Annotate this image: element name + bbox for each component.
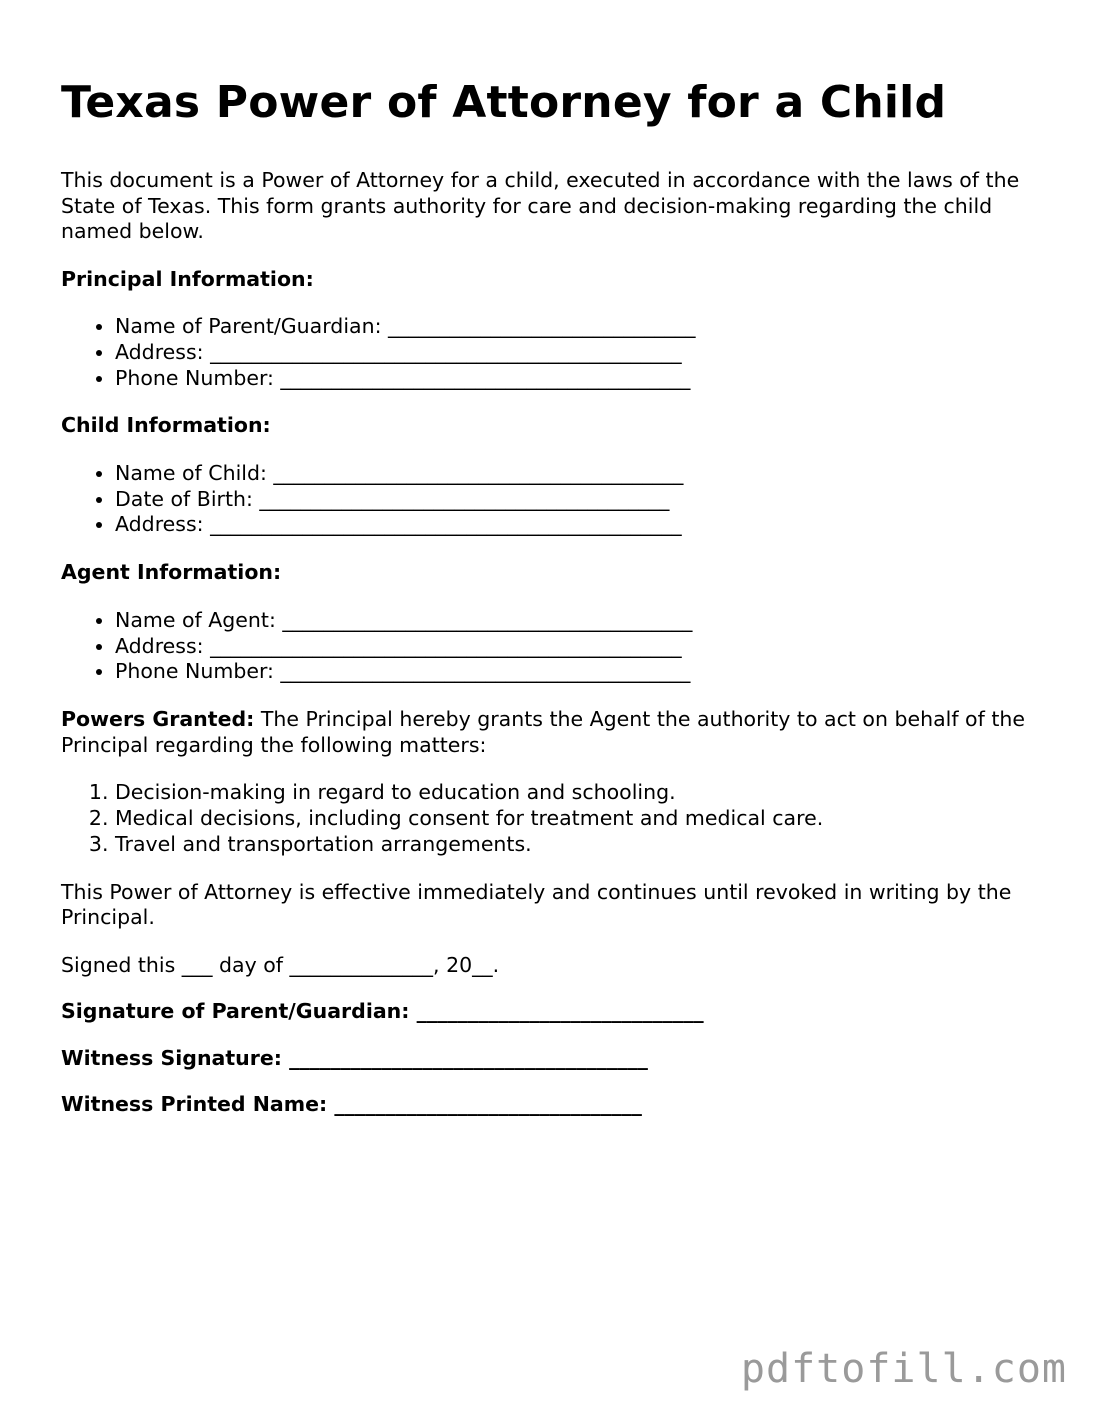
principal-list bbox=[61, 314, 1041, 391]
document-page bbox=[61, 74, 1041, 1118]
principal-name-field[interactable]: • Name of Parent/Guardian: ______________________________ bbox=[115, 314, 1041, 340]
effective-paragraph: This Power of Attorney is effective immediately and continues until revoked in writing by the Principal. bbox=[61, 879, 1012, 930]
agent-phone-field[interactable]: • Phone Number: ________________________________________ bbox=[115, 659, 1041, 685]
parent-signature-line[interactable]: Signature of Parent/Guardian: ____________________________ bbox=[61, 999, 704, 1024]
principal-phone-field[interactable]: • Phone Number: ________________________________________ bbox=[115, 366, 1041, 392]
intro-paragraph: This document is a Power of Attorney for a child, executed in accordance with the laws of the State of Texas. This form grants authority for care and decision-making regarding the child named below. bbox=[61, 168, 1020, 243]
page-title: Texas Power of Attorney for a Child bbox=[61, 77, 947, 128]
agent-heading: Agent Information: bbox=[61, 560, 282, 585]
child-dob-field[interactable]: • Date of Birth: ________________________________________ bbox=[115, 487, 1041, 513]
power-item: 1. Decision-making in regard to education and schooling. bbox=[115, 780, 1041, 806]
child-name-field[interactable]: • Name of Child: ________________________________________ bbox=[115, 461, 1041, 487]
powers-list bbox=[61, 780, 1041, 857]
power-item: 3. Travel and transportation arrangements. bbox=[115, 832, 1041, 858]
signed-date-line[interactable]: Signed this ___ day of ______________, 20__. bbox=[61, 952, 500, 977]
principal-address-field[interactable]: • Address: ______________________________________________ bbox=[115, 340, 1041, 366]
agent-name-field[interactable]: • Name of Agent: ________________________________________ bbox=[115, 608, 1041, 634]
agent-list bbox=[61, 608, 1041, 685]
witness-signature-line[interactable]: Witness Signature: ___________________________________ bbox=[61, 1045, 648, 1070]
principal-heading: Principal Information: bbox=[61, 266, 314, 291]
child-address-field[interactable]: • Address: ______________________________________________ bbox=[115, 512, 1041, 538]
powers-text: The Principal hereby grants the Agent the authority to act on behalf of the Principal regarding the following matters: bbox=[61, 707, 1025, 757]
child-list bbox=[61, 461, 1041, 538]
witness-printed-name-line[interactable]: Witness Printed Name: ______________________________ bbox=[61, 1092, 642, 1117]
agent-address-field[interactable]: • Address: ______________________________________________ bbox=[115, 634, 1041, 660]
watermark: pdftofill.com bbox=[740, 1346, 1067, 1392]
child-heading: Child Information: bbox=[61, 413, 271, 438]
power-item: 2. Medical decisions, including consent for treatment and medical care. bbox=[115, 806, 1041, 832]
powers-paragraph bbox=[61, 707, 1041, 758]
powers-label: Powers Granted: bbox=[61, 707, 255, 732]
